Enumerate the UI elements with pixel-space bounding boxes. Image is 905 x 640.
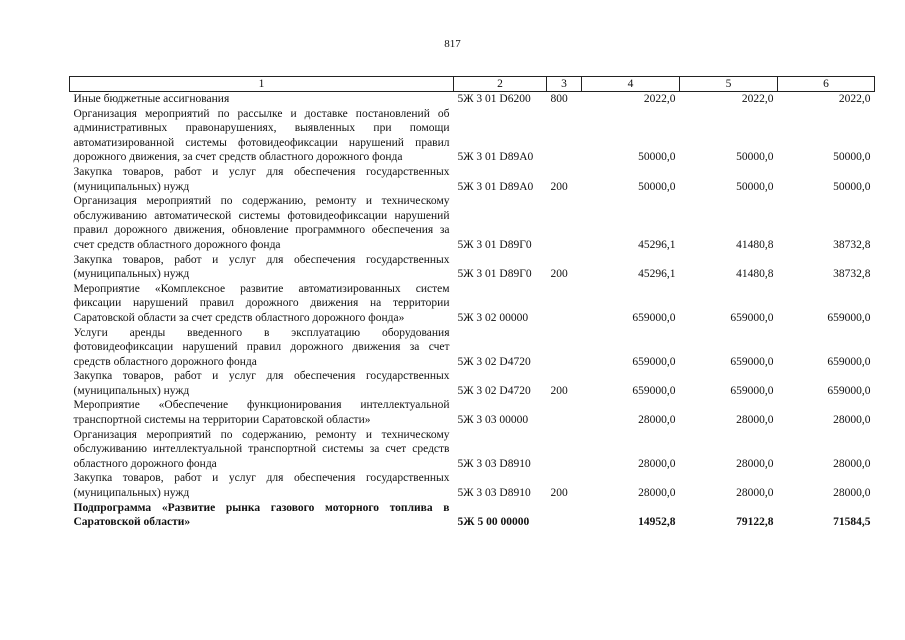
row-value-year1-cell: 28000,0: [638, 414, 676, 427]
row-name-cell: Закупка товаров, работ и услуг для обеспечения государственных (муниципальных) нужд: [73, 472, 450, 500]
row-value-year2-cell: 659000,0: [730, 384, 774, 397]
column-header-4: 4: [582, 77, 680, 92]
row-code-cell: 5Ж 3 02 D4720: [457, 384, 531, 397]
table-row: [70, 398, 875, 427]
budget-table-body: [70, 92, 875, 530]
row-name-cell: Закупка товаров, работ и услуг для обеспечения государственных (муниципальных) нужд: [73, 370, 450, 397]
row-value-year1-cell: 50000,0: [638, 151, 676, 164]
row-value-year3-cell: 50000,0: [833, 151, 871, 164]
row-name-cell: Организация мероприятий по содержанию, ремонту и техническому обслуживанию интеллектуальной транспортной системы за счет средств областного дорожного фонда: [73, 428, 450, 470]
row-name-cell: Закупка товаров, работ и услуг для обеспечения государственных (муниципальных) нужд: [73, 165, 450, 193]
row-expense-type-cell: 200: [550, 487, 568, 500]
row-value-year3-cell: 38732,8: [833, 268, 871, 281]
column-header-2: 2: [454, 77, 547, 92]
row-name-cell: Закупка товаров, работ и услуг для обеспечения государственных (муниципальных) нужд: [73, 253, 450, 281]
budget-table: [69, 76, 875, 530]
row-code-cell: 5Ж 3 01 D6200: [457, 93, 531, 105]
page-number: 817: [444, 38, 461, 50]
row-name-cell: Мероприятие «Обеспечение функционирования интеллектуальной транспортной системы на территории Саратовской области»: [73, 399, 450, 427]
table-row: [70, 369, 875, 398]
row-value-year3-cell: 71584,5: [833, 516, 871, 529]
row-code-cell: 5Ж 3 03 00000: [457, 414, 529, 427]
row-name-cell: Организация мероприятий по содержанию, ремонту и техническому обслуживанию автоматической системы фотовидеофиксации нарушений правил дорожного движения, обновление программного обеспечения за счет средств областного дорожного фонда: [73, 195, 450, 251]
table-row: [70, 165, 875, 194]
row-value-year3-cell: 659000,0: [827, 311, 871, 324]
row-value-year2-cell: 659000,0: [730, 311, 774, 324]
column-number-row: [70, 77, 875, 92]
column-header-1: 1: [70, 77, 454, 92]
row-value-year3-cell: 28000,0: [833, 457, 871, 470]
row-value-year2-cell: 28000,0: [736, 414, 774, 427]
row-code-cell: 5Ж 5 00 00000: [457, 516, 530, 529]
row-code-cell: 5Ж 3 01 D89А0: [457, 180, 534, 193]
row-value-year2-cell: 28000,0: [736, 457, 774, 470]
table-row: [70, 253, 875, 282]
row-value-year2-cell: 41480,8: [736, 268, 774, 281]
row-code-cell: 5Ж 3 03 D8910: [457, 487, 531, 500]
row-code-cell: 5Ж 3 01 D89Г0: [457, 268, 532, 281]
row-value-year2-cell: 50000,0: [736, 180, 774, 193]
table-row: [70, 326, 875, 370]
row-code-cell: 5Ж 3 01 D89А0: [457, 151, 534, 164]
row-value-year2-cell: 41480,8: [736, 238, 774, 251]
row-name-cell: Организация мероприятий по рассылке и доставке постановлений об административных правонарушениях, выявленных при помощи автоматизированной системы фотовидеофиксации нарушений правил дорожного движения, за счет средств областного дорожного фонда: [73, 107, 450, 164]
row-code-cell: 5Ж 3 03 D8910: [457, 457, 531, 470]
row-value-year2-cell: 79122,8: [736, 516, 774, 529]
row-expense-type-cell: [547, 428, 582, 472]
row-value-year3-cell: 28000,0: [833, 487, 871, 500]
column-header-5: 5: [680, 77, 778, 92]
table-row: [70, 92, 875, 107]
row-value-year2-cell: 50000,0: [736, 151, 774, 164]
row-value-year3-cell: 659000,0: [827, 384, 871, 397]
row-expense-type-cell: [547, 398, 582, 427]
row-value-year1-cell: 14952,8: [638, 516, 676, 529]
row-expense-type-cell: [547, 107, 582, 165]
row-expense-type-cell: 200: [550, 268, 568, 281]
row-expense-type-cell: [547, 501, 582, 530]
row-expense-type-cell: [547, 282, 582, 326]
table-row: [70, 501, 875, 530]
row-value-year2-cell: 659000,0: [730, 355, 774, 368]
row-name-cell: Иные бюджетные ассигнования: [73, 93, 230, 105]
row-value-year1-cell: 45296,1: [638, 238, 676, 251]
row-name-cell: Мероприятие «Комплексное развитие автоматизированных систем фиксации нарушений правил дорожного движения на территории Саратовской области за счет средств областного дорожного фонда»: [73, 282, 450, 324]
column-header-3: 3: [547, 77, 582, 92]
row-value-year1-cell: 2022,0: [643, 93, 676, 105]
row-value-year1-cell: 45296,1: [638, 268, 676, 281]
column-header-6: 6: [778, 77, 875, 92]
row-expense-type-cell: 200: [550, 384, 568, 397]
row-value-year2-cell: 28000,0: [736, 487, 774, 500]
row-name-cell: Услуги аренды введенного в эксплуатацию оборудования фотовидеофиксации нарушений правил дорожного движения за счет средств областного дорожного фонда: [73, 326, 450, 368]
table-row: [70, 107, 875, 165]
row-expense-type-cell: 800: [550, 93, 568, 105]
row-value-year3-cell: 50000,0: [833, 180, 871, 193]
row-value-year3-cell: 2022,0: [838, 93, 871, 105]
table-row: [70, 282, 875, 326]
row-value-year3-cell: 38732,8: [833, 238, 871, 251]
row-expense-type-cell: [547, 326, 582, 370]
row-code-cell: 5Ж 3 01 D89Г0: [457, 238, 532, 251]
row-value-year1-cell: 659000,0: [632, 311, 676, 324]
row-value-year1-cell: 28000,0: [638, 457, 676, 470]
row-value-year2-cell: 2022,0: [741, 93, 774, 105]
table-row: [70, 471, 875, 500]
row-expense-type-cell: [547, 194, 582, 252]
row-code-cell: 5Ж 3 02 00000: [457, 311, 529, 324]
row-value-year1-cell: 50000,0: [638, 180, 676, 193]
table-row: [70, 194, 875, 252]
row-code-cell: 5Ж 3 02 D4720: [457, 355, 531, 368]
row-value-year1-cell: 28000,0: [638, 487, 676, 500]
table-row: [70, 428, 875, 472]
row-value-year1-cell: 659000,0: [632, 355, 676, 368]
row-name-cell: Подпрограмма «Развитие рынка газового моторного топлива в Саратовской области»: [73, 501, 450, 529]
row-expense-type-cell: 200: [550, 180, 568, 193]
row-value-year3-cell: 28000,0: [833, 414, 871, 427]
row-value-year1-cell: 659000,0: [632, 384, 676, 397]
row-value-year3-cell: 659000,0: [827, 355, 871, 368]
